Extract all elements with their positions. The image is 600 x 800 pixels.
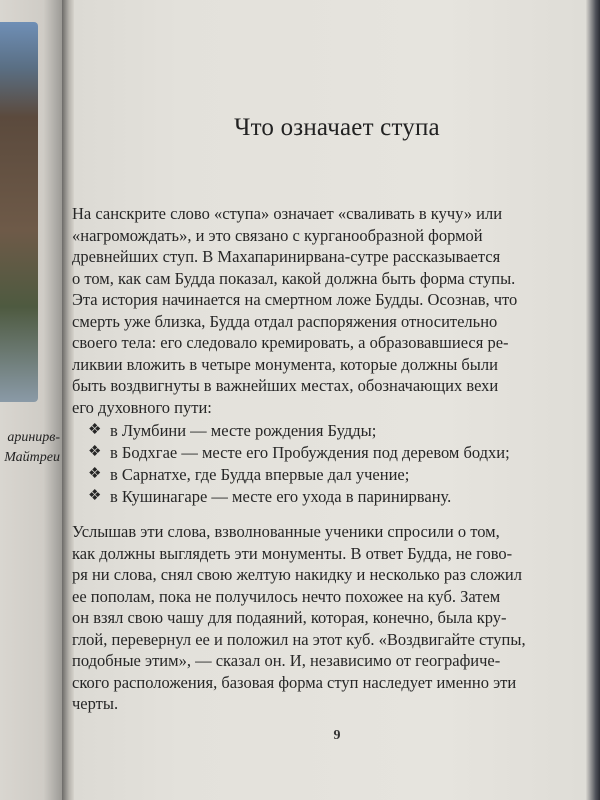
places-list (88, 420, 548, 508)
page-number: 9 (333, 728, 341, 743)
text-line: ского расположения, базовая форма ступ наследует именно эти (72, 672, 517, 692)
text-line: он взял свою чашу для подаяний, которая, конечно, была кру- (72, 608, 507, 627)
text-line: подобные этим», — сказал он. И, независимо от географиче- (72, 651, 501, 670)
list-item: ❖ в Сарнатхе, где Будда впервые дал учение; (88, 465, 410, 484)
paragraph-1 (72, 203, 532, 418)
text-line: древнейших ступ. В Махапаринирвана-сутре рассказывается (72, 247, 501, 266)
page-title: Что означает ступа (234, 114, 440, 141)
left-page (0, 0, 62, 800)
text-line: черты. (72, 694, 119, 713)
text-line: ее пополам, пока не получилось нечто похожее на куб. Затем (72, 586, 501, 606)
diamond-bullet-icon: ❖ (88, 466, 102, 482)
diamond-bullet-icon: ❖ (88, 488, 102, 504)
left-page-photo (0, 22, 38, 402)
text-line: быть воздвигнуты в важнейших местах, обозначающих вехи (72, 376, 499, 395)
text-line: ликвии вложить в четыре монумента, которые должны были (72, 354, 498, 374)
paragraph-2 (72, 521, 532, 715)
text-line: ря ни слова, снял свою желтую накидку и несколько раз сложил (72, 565, 522, 584)
left-caption-line-2: Майтреи (4, 450, 60, 465)
text-line: как должны выглядеть эти монументы. В ответ Будда, не гово- (72, 543, 513, 563)
text-line: «нагромождать», и это связано с курганообразной формой (72, 225, 483, 245)
text-line: своего тела: его следовало кремировать, а образовавшиеся ре- (72, 333, 509, 352)
list-item: ❖ в Кушинагаре — месте его ухода в паринирвану. (88, 487, 452, 506)
text-line: Услышав эти слова, взволнованные ученики спросили о том, (72, 522, 500, 541)
text-line: глой, перевернул ее и положил на этот куб. «Воздвигайте ступы, (72, 629, 526, 649)
text-line: его духовного пути: (72, 397, 212, 417)
left-page-caption (0, 428, 60, 468)
text-line: Эта история начинается на смертном ложе Будды. Осознав, что (72, 290, 518, 309)
list-item: ❖ в Лумбини — месте рождения Будды; (88, 421, 377, 440)
diamond-bullet-icon: ❖ (88, 422, 102, 438)
diamond-bullet-icon: ❖ (88, 444, 102, 460)
text-line: о том, как сам Будда показал, какой должна быть форма ступы. (72, 268, 516, 288)
text-line: смерть уже близка, Будда отдал распоряжения относительно (72, 311, 498, 331)
list-item: ❖ в Бодхгае — месте его Пробуждения под деревом бодхи; (88, 443, 510, 462)
left-caption-line-1: аринирв- (7, 430, 60, 445)
text-line: На санскрите слово «ступа» означает «сваливать в кучу» или (72, 204, 503, 223)
book-page (74, 0, 600, 800)
